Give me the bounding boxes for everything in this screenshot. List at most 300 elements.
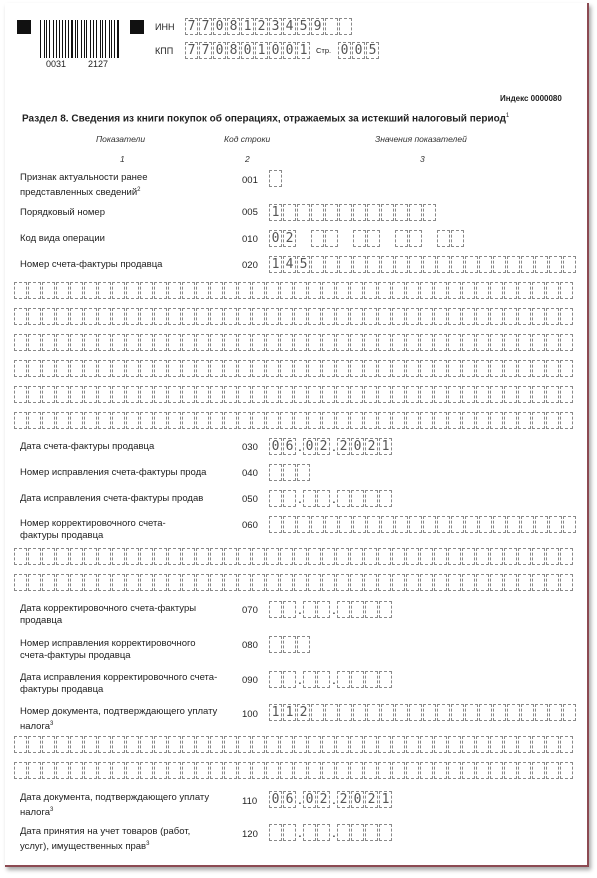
input-cell[interactable] (280, 736, 293, 753)
kpp-field[interactable] (185, 42, 311, 59)
input-cell[interactable] (490, 736, 503, 753)
input-cell[interactable] (224, 548, 237, 565)
input-cell[interactable] (210, 548, 223, 565)
input-cell[interactable] (353, 204, 366, 221)
input-cell[interactable] (563, 704, 576, 721)
input-cell[interactable] (476, 762, 489, 779)
input-cell[interactable] (269, 671, 282, 688)
input-cell[interactable] (140, 574, 153, 591)
input-cell[interactable] (451, 230, 464, 247)
input-cell[interactable] (532, 360, 545, 377)
input-cell[interactable] (337, 671, 350, 688)
input-cell[interactable] (98, 412, 111, 429)
input-cell[interactable] (337, 824, 350, 841)
input-cell[interactable] (546, 386, 559, 403)
input-cell[interactable] (168, 334, 181, 351)
input-cell[interactable] (283, 671, 296, 688)
input-cell[interactable] (42, 548, 55, 565)
continuation-cell-row[interactable] (14, 548, 574, 565)
input-cell[interactable] (490, 308, 503, 325)
continuation-cell-row[interactable] (14, 574, 574, 591)
input-cell[interactable] (476, 334, 489, 351)
input-cell[interactable] (423, 204, 436, 221)
input-cell[interactable] (546, 308, 559, 325)
input-cell[interactable] (392, 412, 405, 429)
operation-code-group[interactable] (395, 230, 423, 247)
input-cell[interactable] (337, 490, 350, 507)
input-cell[interactable] (392, 762, 405, 779)
input-cell[interactable] (378, 308, 391, 325)
input-cell[interactable] (448, 360, 461, 377)
input-cell[interactable] (283, 490, 296, 507)
input-cell[interactable] (350, 412, 363, 429)
input-cell[interactable] (252, 762, 265, 779)
input-cell[interactable] (182, 334, 195, 351)
input-cell[interactable] (532, 736, 545, 753)
input-cell[interactable] (14, 762, 27, 779)
input-cell[interactable] (280, 762, 293, 779)
input-cell[interactable] (28, 282, 41, 299)
input-cell[interactable] (378, 736, 391, 753)
input-cell[interactable] (409, 516, 422, 533)
input-cell[interactable] (98, 762, 111, 779)
input-cell[interactable] (238, 574, 251, 591)
input-cell[interactable] (252, 736, 265, 753)
input-cell[interactable]: 2 (255, 18, 268, 35)
input-cell[interactable] (560, 548, 573, 565)
operation-code-group[interactable] (311, 230, 339, 247)
input-cell[interactable] (126, 762, 139, 779)
input-cell[interactable] (476, 736, 489, 753)
input-cell[interactable] (493, 704, 506, 721)
input-cell[interactable] (325, 256, 338, 273)
input-cell[interactable] (196, 574, 209, 591)
input-cell[interactable] (140, 412, 153, 429)
input-cell[interactable] (560, 308, 573, 325)
input-cell[interactable] (14, 282, 27, 299)
input-cell[interactable] (311, 704, 324, 721)
input-cell[interactable] (112, 334, 125, 351)
input-cell[interactable]: 1 (255, 42, 268, 59)
input-cell[interactable] (303, 671, 316, 688)
input-cell[interactable] (493, 256, 506, 273)
input-cell[interactable] (392, 360, 405, 377)
input-cell[interactable] (14, 548, 27, 565)
input-cell[interactable] (336, 360, 349, 377)
row-120-date-field[interactable] (269, 824, 393, 841)
input-cell[interactable] (42, 736, 55, 753)
input-cell[interactable] (395, 204, 408, 221)
input-cell[interactable] (325, 516, 338, 533)
input-cell[interactable] (224, 386, 237, 403)
input-cell[interactable] (549, 704, 562, 721)
input-cell[interactable] (112, 386, 125, 403)
input-cell[interactable] (462, 360, 475, 377)
input-cell[interactable] (560, 574, 573, 591)
input-cell[interactable] (532, 412, 545, 429)
input-cell[interactable] (280, 308, 293, 325)
input-cell[interactable] (504, 548, 517, 565)
input-cell[interactable] (395, 516, 408, 533)
input-cell[interactable] (518, 386, 531, 403)
input-cell[interactable] (168, 762, 181, 779)
input-cell[interactable] (549, 256, 562, 273)
input-cell[interactable] (365, 601, 378, 618)
input-cell[interactable] (70, 412, 83, 429)
input-cell[interactable] (210, 360, 223, 377)
input-cell[interactable] (448, 762, 461, 779)
input-cell[interactable] (308, 308, 321, 325)
input-cell[interactable] (56, 736, 69, 753)
input-cell[interactable] (476, 282, 489, 299)
input-cell[interactable] (182, 762, 195, 779)
input-cell[interactable] (448, 412, 461, 429)
input-cell[interactable] (560, 736, 573, 753)
input-cell[interactable] (224, 282, 237, 299)
input-cell[interactable] (14, 308, 27, 325)
input-cell[interactable] (406, 574, 419, 591)
input-cell[interactable] (504, 386, 517, 403)
input-cell[interactable]: 0 (269, 438, 282, 455)
input-cell[interactable] (238, 282, 251, 299)
input-cell[interactable] (252, 308, 265, 325)
input-cell[interactable] (70, 282, 83, 299)
input-cell[interactable] (154, 308, 167, 325)
input-cell[interactable] (532, 308, 545, 325)
input-cell[interactable] (560, 762, 573, 779)
input-cell[interactable] (322, 736, 335, 753)
input-cell[interactable] (210, 308, 223, 325)
input-cell[interactable] (84, 736, 97, 753)
input-cell[interactable] (448, 548, 461, 565)
input-cell[interactable] (379, 671, 392, 688)
input-cell[interactable] (14, 334, 27, 351)
input-cell[interactable] (28, 412, 41, 429)
input-cell[interactable] (437, 230, 450, 247)
input-cell[interactable] (378, 386, 391, 403)
input-cell[interactable] (462, 308, 475, 325)
input-cell[interactable] (476, 386, 489, 403)
input-cell[interactable] (42, 334, 55, 351)
input-cell[interactable] (280, 282, 293, 299)
input-cell[interactable] (350, 334, 363, 351)
operation-code-group[interactable] (353, 230, 381, 247)
input-cell[interactable] (126, 282, 139, 299)
input-cell[interactable] (532, 548, 545, 565)
input-cell[interactable] (406, 762, 419, 779)
input-cell[interactable] (336, 308, 349, 325)
input-cell[interactable] (98, 548, 111, 565)
input-cell[interactable] (56, 308, 69, 325)
input-cell[interactable] (154, 574, 167, 591)
input-cell[interactable] (351, 824, 364, 841)
input-cell[interactable] (546, 282, 559, 299)
input-cell[interactable] (378, 334, 391, 351)
input-cell[interactable]: 0 (303, 791, 316, 808)
input-cell[interactable] (269, 824, 282, 841)
input-cell[interactable] (336, 762, 349, 779)
input-cell[interactable] (84, 334, 97, 351)
input-cell[interactable] (560, 282, 573, 299)
input-cell[interactable] (367, 204, 380, 221)
input-cell[interactable] (70, 548, 83, 565)
input-cell[interactable] (420, 736, 433, 753)
input-cell[interactable] (168, 386, 181, 403)
input-cell[interactable] (437, 516, 450, 533)
input-cell[interactable] (182, 412, 195, 429)
input-cell[interactable] (507, 256, 520, 273)
input-cell[interactable] (42, 412, 55, 429)
input-cell[interactable]: 1 (269, 256, 282, 273)
input-cell[interactable] (434, 386, 447, 403)
input-cell[interactable] (308, 762, 321, 779)
input-cell[interactable] (381, 256, 394, 273)
input-cell[interactable]: 1 (379, 438, 392, 455)
input-cell[interactable] (532, 574, 545, 591)
input-cell[interactable] (479, 516, 492, 533)
input-cell[interactable] (14, 386, 27, 403)
input-cell[interactable] (381, 516, 394, 533)
row-020-field[interactable] (269, 256, 577, 273)
input-cell[interactable] (420, 334, 433, 351)
input-cell[interactable] (269, 636, 282, 653)
input-cell[interactable] (350, 762, 363, 779)
input-cell[interactable] (42, 282, 55, 299)
input-cell[interactable] (266, 334, 279, 351)
continuation-cell-row[interactable] (14, 736, 574, 753)
input-cell[interactable] (126, 548, 139, 565)
input-cell[interactable] (196, 736, 209, 753)
input-cell[interactable] (182, 282, 195, 299)
input-cell[interactable] (353, 230, 366, 247)
input-cell[interactable] (350, 574, 363, 591)
continuation-cell-row[interactable] (14, 334, 574, 351)
input-cell[interactable] (294, 386, 307, 403)
input-cell[interactable] (224, 736, 237, 753)
input-cell[interactable] (252, 360, 265, 377)
input-cell[interactable] (504, 360, 517, 377)
input-cell[interactable] (280, 334, 293, 351)
input-cell[interactable] (448, 574, 461, 591)
input-cell[interactable] (518, 412, 531, 429)
row-080-field[interactable] (269, 636, 311, 653)
input-cell[interactable] (283, 204, 296, 221)
input-cell[interactable]: 0 (351, 438, 364, 455)
input-cell[interactable] (266, 360, 279, 377)
input-cell[interactable] (378, 548, 391, 565)
input-cell[interactable]: 2 (337, 791, 350, 808)
input-cell[interactable] (56, 412, 69, 429)
input-cell[interactable] (378, 360, 391, 377)
input-cell[interactable] (406, 282, 419, 299)
input-cell[interactable] (518, 762, 531, 779)
input-cell[interactable] (518, 308, 531, 325)
input-cell[interactable] (308, 736, 321, 753)
input-cell[interactable] (535, 704, 548, 721)
input-cell[interactable] (98, 308, 111, 325)
input-cell[interactable] (311, 204, 324, 221)
input-cell[interactable] (269, 170, 282, 187)
input-cell[interactable] (476, 360, 489, 377)
input-cell[interactable] (406, 360, 419, 377)
input-cell[interactable] (182, 574, 195, 591)
input-cell[interactable] (317, 490, 330, 507)
input-cell[interactable] (224, 574, 237, 591)
input-cell[interactable] (56, 360, 69, 377)
input-cell[interactable] (14, 574, 27, 591)
input-cell[interactable] (308, 412, 321, 429)
input-cell[interactable] (56, 574, 69, 591)
input-cell[interactable] (462, 548, 475, 565)
input-cell[interactable] (210, 386, 223, 403)
input-cell[interactable] (546, 548, 559, 565)
input-cell[interactable] (140, 360, 153, 377)
input-cell[interactable] (365, 671, 378, 688)
input-cell[interactable] (266, 412, 279, 429)
input-cell[interactable] (367, 256, 380, 273)
input-cell[interactable] (560, 412, 573, 429)
input-cell[interactable] (322, 282, 335, 299)
input-cell[interactable] (420, 412, 433, 429)
input-cell[interactable] (311, 230, 324, 247)
input-cell[interactable] (28, 574, 41, 591)
input-cell[interactable] (476, 412, 489, 429)
input-cell[interactable] (504, 736, 517, 753)
input-cell[interactable] (126, 736, 139, 753)
input-cell[interactable] (434, 308, 447, 325)
input-cell[interactable] (84, 762, 97, 779)
input-cell[interactable] (479, 256, 492, 273)
input-cell[interactable] (303, 490, 316, 507)
input-cell[interactable] (28, 548, 41, 565)
row-100-field[interactable] (269, 704, 577, 721)
input-cell[interactable] (364, 412, 377, 429)
input-cell[interactable] (406, 548, 419, 565)
input-cell[interactable] (126, 360, 139, 377)
input-cell[interactable] (434, 574, 447, 591)
input-cell[interactable] (112, 574, 125, 591)
input-cell[interactable] (420, 308, 433, 325)
input-cell[interactable] (350, 548, 363, 565)
input-cell[interactable] (381, 204, 394, 221)
input-cell[interactable]: 0 (303, 438, 316, 455)
input-cell[interactable] (196, 762, 209, 779)
input-cell[interactable] (266, 736, 279, 753)
input-cell[interactable] (392, 574, 405, 591)
input-cell[interactable] (546, 762, 559, 779)
input-cell[interactable] (367, 516, 380, 533)
input-cell[interactable] (210, 412, 223, 429)
input-cell[interactable] (364, 386, 377, 403)
continuation-cell-row[interactable] (14, 762, 574, 779)
input-cell[interactable] (434, 548, 447, 565)
input-cell[interactable] (434, 282, 447, 299)
input-cell[interactable] (434, 360, 447, 377)
input-cell[interactable] (283, 516, 296, 533)
input-cell[interactable] (325, 204, 338, 221)
input-cell[interactable] (303, 824, 316, 841)
input-cell[interactable] (84, 360, 97, 377)
input-cell[interactable] (420, 360, 433, 377)
input-cell[interactable] (420, 574, 433, 591)
input-cell[interactable] (294, 574, 307, 591)
input-cell[interactable] (283, 464, 296, 481)
input-cell[interactable] (294, 308, 307, 325)
row-070-date-field[interactable] (269, 601, 393, 618)
input-cell[interactable] (112, 360, 125, 377)
input-cell[interactable] (518, 548, 531, 565)
input-cell[interactable] (490, 334, 503, 351)
input-cell[interactable] (521, 256, 534, 273)
input-cell[interactable] (168, 308, 181, 325)
input-cell[interactable] (196, 282, 209, 299)
input-cell[interactable] (311, 516, 324, 533)
input-cell[interactable] (42, 386, 55, 403)
row-001-field[interactable] (269, 170, 283, 187)
input-cell[interactable] (266, 282, 279, 299)
input-cell[interactable] (98, 386, 111, 403)
input-cell[interactable] (322, 334, 335, 351)
input-cell[interactable] (339, 204, 352, 221)
input-cell[interactable]: 1 (241, 18, 254, 35)
input-cell[interactable] (465, 516, 478, 533)
input-cell[interactable] (154, 360, 167, 377)
input-cell[interactable] (210, 574, 223, 591)
input-cell[interactable] (409, 204, 422, 221)
input-cell[interactable] (280, 412, 293, 429)
input-cell[interactable] (462, 334, 475, 351)
input-cell[interactable] (112, 282, 125, 299)
input-cell[interactable] (336, 736, 349, 753)
input-cell[interactable] (504, 762, 517, 779)
input-cell[interactable] (210, 282, 223, 299)
input-cell[interactable] (126, 308, 139, 325)
input-cell[interactable] (504, 282, 517, 299)
input-cell[interactable] (182, 736, 195, 753)
input-cell[interactable] (381, 704, 394, 721)
input-cell[interactable] (84, 308, 97, 325)
input-cell[interactable] (294, 762, 307, 779)
input-cell[interactable] (317, 671, 330, 688)
input-cell[interactable] (322, 386, 335, 403)
input-cell[interactable] (252, 282, 265, 299)
input-cell[interactable] (378, 574, 391, 591)
input-cell[interactable] (154, 334, 167, 351)
input-cell[interactable] (451, 256, 464, 273)
input-cell[interactable] (351, 671, 364, 688)
input-cell[interactable] (479, 704, 492, 721)
input-cell[interactable] (182, 548, 195, 565)
input-cell[interactable] (224, 360, 237, 377)
input-cell[interactable] (70, 334, 83, 351)
input-cell[interactable]: 2 (365, 791, 378, 808)
input-cell[interactable] (98, 334, 111, 351)
input-cell[interactable]: 5 (297, 256, 310, 273)
input-cell[interactable] (283, 636, 296, 653)
input-cell[interactable] (392, 736, 405, 753)
input-cell[interactable] (560, 386, 573, 403)
input-cell[interactable] (420, 548, 433, 565)
input-cell[interactable] (294, 548, 307, 565)
input-cell[interactable] (350, 308, 363, 325)
input-cell[interactable] (238, 736, 251, 753)
input-cell[interactable] (266, 574, 279, 591)
input-cell[interactable] (294, 412, 307, 429)
input-cell[interactable] (303, 601, 316, 618)
input-cell[interactable] (252, 574, 265, 591)
input-cell[interactable] (168, 282, 181, 299)
input-cell[interactable] (367, 230, 380, 247)
